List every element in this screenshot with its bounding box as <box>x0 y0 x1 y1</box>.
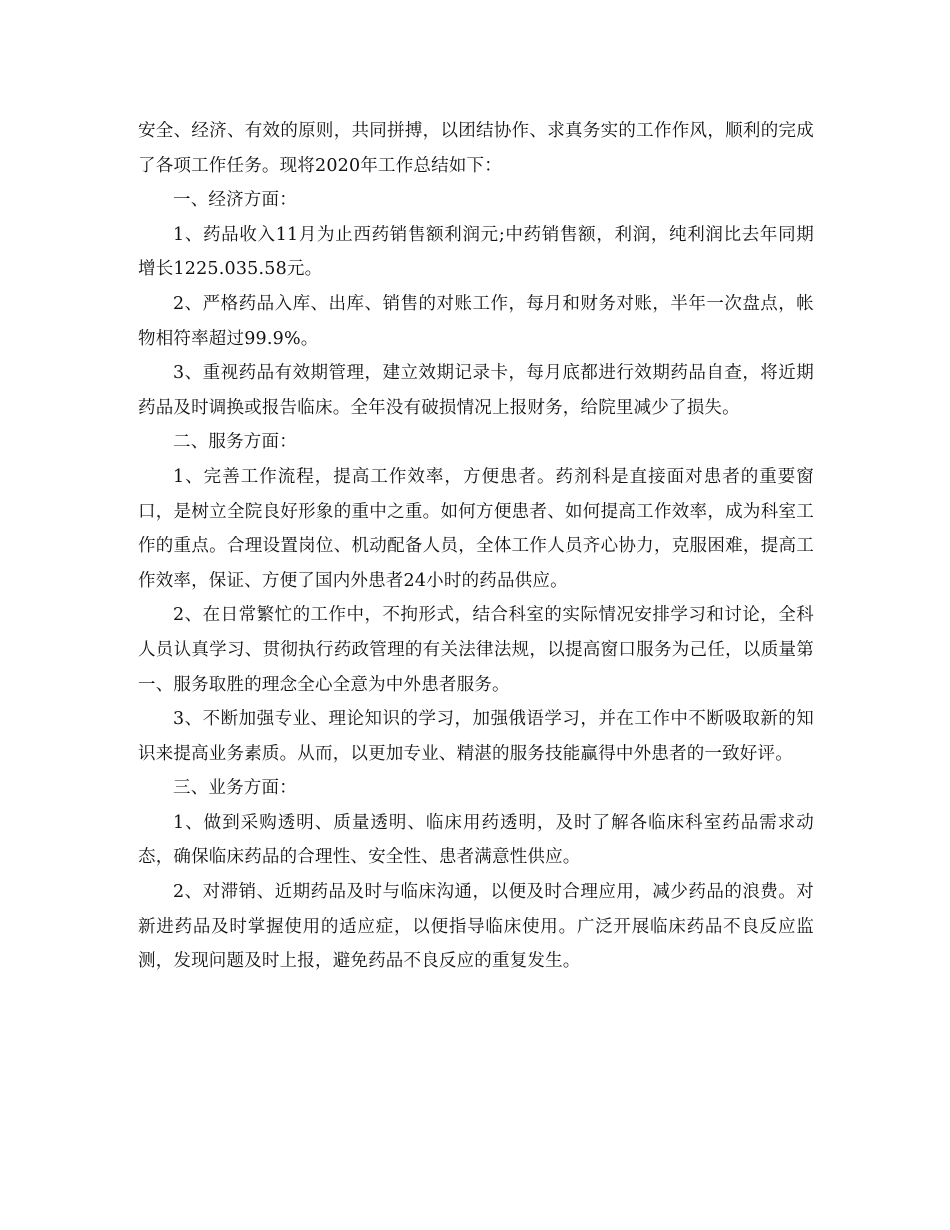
paragraph-service-2: 2、在日常繁忙的工作中，不拘形式，结合科室的实际情况安排学习和讨论，全科人员认真学习、贯彻执行药政管理的有关法律法规，以提高窗口服务为己任，以质量第一、服务取胜的理念全心全意为中外患者服务。 <box>138 605 814 695</box>
paragraph-economy-1: 1、药品收入11月为止西药销售额利润元;中药销售额，利润，纯利润比去年同期增长1225.035.58元。 <box>138 224 814 280</box>
paragraph-economy-2: 2、严格药品入库、出库、销售的对账工作，每月和财务对账，半年一次盘点，帐物相符率超过99.9%。 <box>138 293 814 349</box>
section-heading-business: 三、业务方面： <box>173 778 297 799</box>
section-heading-service: 二、服务方面： <box>173 432 297 453</box>
paragraph-service-1: 1、完善工作流程，提高工作效率，方便患者。药剂科是直接面对患者的重要窗口，是树立全院良好形象的重中之重。如何方便患者、如何提高工作效率，成为科室工作的重点。合理设置岗位、机动配备人员，全体工作人员齐心协力，克服困难，提高工作效率，保证、方便了国内外患者24小时的药品供应。 <box>138 466 814 591</box>
paragraph-continuation: 安全、经济、有效的原则，共同拼搏，以团结协作、求真务实的工作作风，顺利的完成了各项工作任务。现将2020年工作总结如下： <box>138 121 814 176</box>
paragraph-economy-3: 3、重视药品有效期管理，建立效期记录卡，每月底都进行效期药品自查，将近期药品及时调换或报告临床。全年没有破损情况上报财务，给院里减少了损失。 <box>138 363 814 418</box>
paragraph-business-2: 2、对滞销、近期药品及时与临床沟通，以便及时合理应用，减少药品的浪费。对新进药品及时掌握使用的适应症，以便指导临床使用。广泛开展临床药品不良反应监测，发现问题及时上报，避免药品不良反应的重复发生。 <box>138 882 814 972</box>
paragraph-service-3: 3、不断加强专业、理论知识的学习，加强俄语学习，并在工作中不断吸取新的知识来提高业务素质。从而，以更加专业、精湛的服务技能赢得中外患者的一致好评。 <box>138 709 814 764</box>
paragraph-business-1: 1、做到采购透明、质量透明、临床用药透明，及时了解各临床科室药品需求动态，确保临床药品的合理性、安全性、患者满意性供应。 <box>138 812 814 868</box>
document-body <box>138 114 814 979</box>
section-heading-economy: 一、经济方面： <box>173 190 297 211</box>
